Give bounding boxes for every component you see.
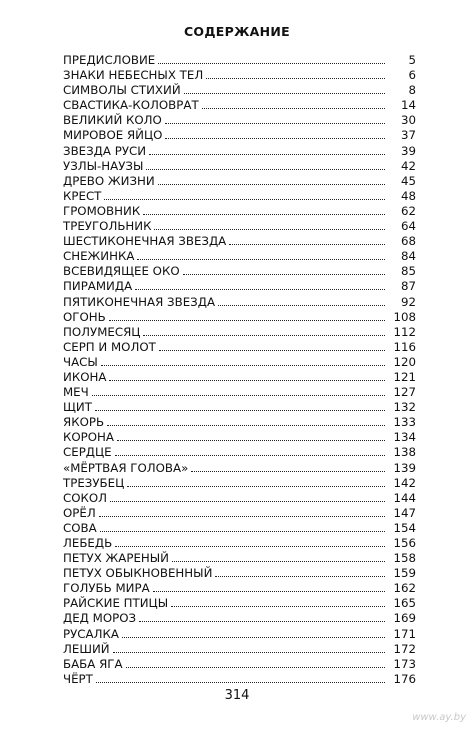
toc-entry-title: ИКОНА bbox=[63, 369, 107, 384]
toc-entry-title: ТРЕУГОЛЬНИК bbox=[63, 219, 152, 234]
toc-entry-title: ПРЕДИСЛОВИЕ bbox=[63, 53, 156, 67]
toc-entry-page: 147 bbox=[393, 505, 416, 520]
toc-entry-page: 30 bbox=[400, 113, 416, 128]
toc-entry-title: ТРЕЗУБЕЦ bbox=[63, 475, 125, 490]
toc-entry bbox=[63, 279, 416, 294]
toc-entry-title: ЗНАКИ НЕБЕСНЫХ ТЕЛ bbox=[63, 68, 204, 83]
page-title: СОДЕРЖАНИЕ bbox=[183, 24, 291, 39]
toc-entry-title: РУСАЛКА bbox=[63, 626, 119, 641]
toc-entry bbox=[63, 566, 416, 581]
dot-leader bbox=[110, 501, 385, 502]
dot-leader bbox=[126, 667, 385, 668]
dot-leader bbox=[139, 621, 385, 622]
dot-leader bbox=[101, 365, 385, 366]
toc-entry-page: 144 bbox=[393, 490, 416, 505]
dot-leader bbox=[229, 244, 385, 245]
dot-leader bbox=[143, 214, 385, 215]
dot-leader bbox=[171, 606, 385, 607]
toc-entry bbox=[63, 627, 416, 642]
toc-entry-page: 142 bbox=[393, 475, 416, 490]
dot-leader bbox=[159, 350, 385, 351]
toc-entry-title: ПЕТУХ ЖАРЕНЫЙ bbox=[63, 551, 169, 566]
toc-entry-page: 133 bbox=[393, 415, 416, 430]
dot-leader bbox=[158, 63, 385, 64]
toc-entry-page: 8 bbox=[408, 83, 416, 98]
toc-entry-title: ВЕЛИКИЙ КОЛО bbox=[63, 113, 162, 128]
toc-entry-page: 127 bbox=[393, 385, 416, 400]
toc-entry-page: 112 bbox=[393, 324, 416, 339]
toc-entry-title: КОРОНА bbox=[63, 430, 115, 445]
dot-leader bbox=[172, 561, 385, 562]
toc-entry-title: СЕРДЦЕ bbox=[63, 445, 112, 460]
toc-entry bbox=[63, 445, 416, 460]
toc-entry-title: ЧАСЫ bbox=[63, 354, 98, 369]
toc-entry-title: ГРОМОВНИК bbox=[63, 203, 141, 218]
toc-entry-page: 48 bbox=[400, 188, 416, 203]
toc-entry bbox=[63, 159, 416, 174]
page-number: 314 bbox=[224, 688, 250, 703]
dot-leader bbox=[115, 455, 385, 456]
dot-leader bbox=[127, 486, 385, 487]
toc-entry-title: ПИРАМИДА bbox=[63, 279, 133, 294]
toc-entry-title: УЗЛЫ-НАУЗЫ bbox=[63, 158, 144, 173]
table-of-contents bbox=[63, 53, 416, 687]
toc-entry-page: 87 bbox=[400, 279, 416, 294]
toc-entry bbox=[63, 53, 416, 68]
dot-leader bbox=[117, 440, 385, 441]
dot-leader bbox=[153, 591, 385, 592]
toc-entry-title: ЯКОРЬ bbox=[63, 415, 105, 430]
toc-entry-page: 159 bbox=[393, 566, 416, 581]
dot-leader bbox=[137, 259, 385, 260]
toc-entry-title: ЗВЕЗДА РУСИ bbox=[63, 143, 147, 158]
toc-entry-title: ЩИТ bbox=[63, 400, 92, 415]
dot-leader bbox=[215, 576, 385, 577]
dot-leader bbox=[165, 123, 385, 124]
toc-entry bbox=[63, 642, 416, 657]
toc-entry-title: ЛЕШИЙ bbox=[63, 641, 110, 656]
toc-entry-title: КРЕСТ bbox=[63, 188, 102, 203]
dot-leader bbox=[122, 637, 385, 638]
toc-entry-page: 6 bbox=[408, 68, 416, 83]
toc-entry-page: 138 bbox=[393, 445, 416, 460]
toc-entry-page: 158 bbox=[393, 551, 416, 566]
toc-entry-title: ОГОНЬ bbox=[63, 309, 106, 324]
toc-entry-page: 37 bbox=[400, 128, 416, 143]
watermark: www.ay.by bbox=[412, 712, 466, 723]
toc-entry-title: СОВА bbox=[63, 520, 97, 535]
toc-entry-page: 85 bbox=[400, 264, 416, 279]
dot-leader bbox=[158, 184, 385, 185]
dot-leader bbox=[191, 471, 385, 472]
toc-entry-page: 169 bbox=[393, 611, 416, 626]
toc-entry-page: 62 bbox=[400, 203, 416, 218]
toc-entry-page: 39 bbox=[400, 143, 416, 158]
toc-entry bbox=[63, 204, 416, 219]
toc-entry bbox=[63, 128, 416, 143]
toc-entry bbox=[63, 310, 416, 325]
dot-leader bbox=[109, 320, 385, 321]
toc-entry-title: СНЕЖИНКА bbox=[63, 249, 135, 264]
toc-entry bbox=[63, 521, 416, 536]
toc-entry bbox=[63, 611, 416, 626]
toc-entry-page: 42 bbox=[400, 158, 416, 173]
toc-entry-page: 120 bbox=[393, 354, 416, 369]
toc-entry bbox=[63, 219, 416, 234]
toc-entry bbox=[63, 491, 416, 506]
toc-entry-page: 165 bbox=[393, 596, 416, 611]
dot-leader bbox=[96, 682, 385, 683]
dot-leader bbox=[149, 154, 385, 155]
toc-entry-title: ВСЕВИДЯЩЕЕ ОКО bbox=[63, 264, 180, 279]
toc-entry bbox=[63, 249, 416, 264]
toc-entry bbox=[63, 506, 416, 521]
toc-entry-page: 64 bbox=[400, 219, 416, 234]
toc-entry bbox=[63, 551, 416, 566]
toc-entry-title: РАЙСКИЕ ПТИЦЫ bbox=[63, 596, 169, 611]
toc-entry bbox=[63, 672, 416, 687]
toc-entry bbox=[63, 536, 416, 551]
dot-leader bbox=[143, 335, 385, 336]
toc-entry bbox=[63, 234, 416, 249]
dot-leader bbox=[165, 138, 385, 139]
toc-entry-page: 154 bbox=[393, 520, 416, 535]
toc-entry bbox=[63, 144, 416, 159]
toc-entry bbox=[63, 340, 416, 355]
toc-entry bbox=[63, 415, 416, 430]
toc-entry-page: 132 bbox=[393, 400, 416, 415]
toc-entry-page: 14 bbox=[400, 98, 416, 113]
toc-entry bbox=[63, 189, 416, 204]
toc-entry-page: 172 bbox=[393, 641, 416, 656]
dot-leader bbox=[135, 289, 385, 290]
toc-entry-title: ДРЕВО ЖИЗНИ bbox=[63, 173, 155, 188]
toc-entry-page: 162 bbox=[393, 581, 416, 596]
toc-entry bbox=[63, 98, 416, 113]
toc-entry-title: СИМВОЛЫ СТИХИЙ bbox=[63, 83, 181, 98]
toc-entry-title: СОКОЛ bbox=[63, 490, 108, 505]
toc-entry-title: ПЯТИКОНЕЧНАЯ ЗВЕЗДА bbox=[63, 294, 216, 309]
toc-entry-page: 5 bbox=[408, 53, 416, 67]
dot-leader bbox=[218, 305, 385, 306]
dot-leader bbox=[183, 274, 385, 275]
toc-entry bbox=[63, 370, 416, 385]
toc-entry bbox=[63, 295, 416, 310]
toc-entry-page: 139 bbox=[393, 460, 416, 475]
toc-entry-title: ПЕТУХ ОБЫКНОВЕННЫЙ bbox=[63, 566, 213, 581]
toc-entry bbox=[63, 476, 416, 491]
dot-leader bbox=[99, 516, 385, 517]
toc-entry-title: ДЕД МОРОЗ bbox=[63, 611, 137, 626]
toc-entry bbox=[63, 325, 416, 340]
dot-leader bbox=[115, 546, 385, 547]
toc-entry bbox=[63, 355, 416, 370]
toc-entry bbox=[63, 581, 416, 596]
toc-entry bbox=[63, 385, 416, 400]
dot-leader bbox=[206, 78, 385, 79]
toc-entry-page: 156 bbox=[393, 536, 416, 550]
toc-entry-title: ШЕСТИКОНЕЧНАЯ ЗВЕЗДА bbox=[63, 234, 227, 249]
toc-entry bbox=[63, 430, 416, 445]
toc-entry-page: 176 bbox=[393, 671, 416, 686]
dot-leader bbox=[202, 108, 385, 109]
toc-entry bbox=[63, 461, 416, 476]
toc-entry-title: МИРОВОЕ ЯЙЦО bbox=[63, 128, 163, 143]
toc-entry bbox=[63, 264, 416, 279]
toc-entry-page: 134 bbox=[393, 430, 416, 445]
toc-entry-title: ГОЛУБЬ МИРА bbox=[63, 581, 150, 596]
toc-entry-page: 121 bbox=[393, 369, 416, 384]
toc-entry-title: СВАСТИКА-КОЛОВРАТ bbox=[63, 98, 199, 113]
dot-leader bbox=[104, 199, 385, 200]
toc-entry-page: 171 bbox=[393, 626, 416, 641]
toc-entry-page: 68 bbox=[400, 234, 416, 249]
toc-entry-title: ЧЁРТ bbox=[63, 671, 93, 686]
dot-leader bbox=[107, 425, 385, 426]
toc-entry-page: 45 bbox=[400, 173, 416, 188]
toc-entry-page: 108 bbox=[393, 309, 416, 324]
toc-entry-title: МЕЧ bbox=[63, 385, 89, 400]
toc-entry bbox=[63, 657, 416, 672]
toc-entry bbox=[63, 596, 416, 611]
dot-leader bbox=[109, 380, 385, 381]
dot-leader bbox=[100, 531, 385, 532]
toc-entry-page: 84 bbox=[400, 249, 416, 264]
dot-leader bbox=[184, 93, 385, 94]
toc-entry-page: 116 bbox=[393, 339, 416, 354]
toc-entry-title: ОРЁЛ bbox=[63, 505, 96, 520]
toc-entry bbox=[63, 113, 416, 128]
toc-entry-title: ЛЕБЕДЬ bbox=[63, 536, 113, 550]
toc-entry bbox=[63, 83, 416, 98]
toc-entry-title: СЕРП И МОЛОТ bbox=[63, 339, 156, 354]
dot-leader bbox=[95, 410, 385, 411]
dot-leader bbox=[92, 395, 385, 396]
dot-leader bbox=[146, 169, 385, 170]
toc-entry-title: ПОЛУМЕСЯЦ bbox=[63, 324, 141, 339]
dot-leader bbox=[113, 652, 385, 653]
dot-leader bbox=[154, 229, 385, 230]
toc-entry-page: 173 bbox=[393, 656, 416, 671]
toc-entry bbox=[63, 174, 416, 189]
toc-entry bbox=[63, 400, 416, 415]
toc-entry-title: БАБА ЯГА bbox=[63, 656, 123, 671]
toc-entry bbox=[63, 68, 416, 83]
toc-entry-title: «МЁРТВАЯ ГОЛОВА» bbox=[63, 460, 189, 475]
toc-entry-page: 92 bbox=[400, 294, 416, 309]
